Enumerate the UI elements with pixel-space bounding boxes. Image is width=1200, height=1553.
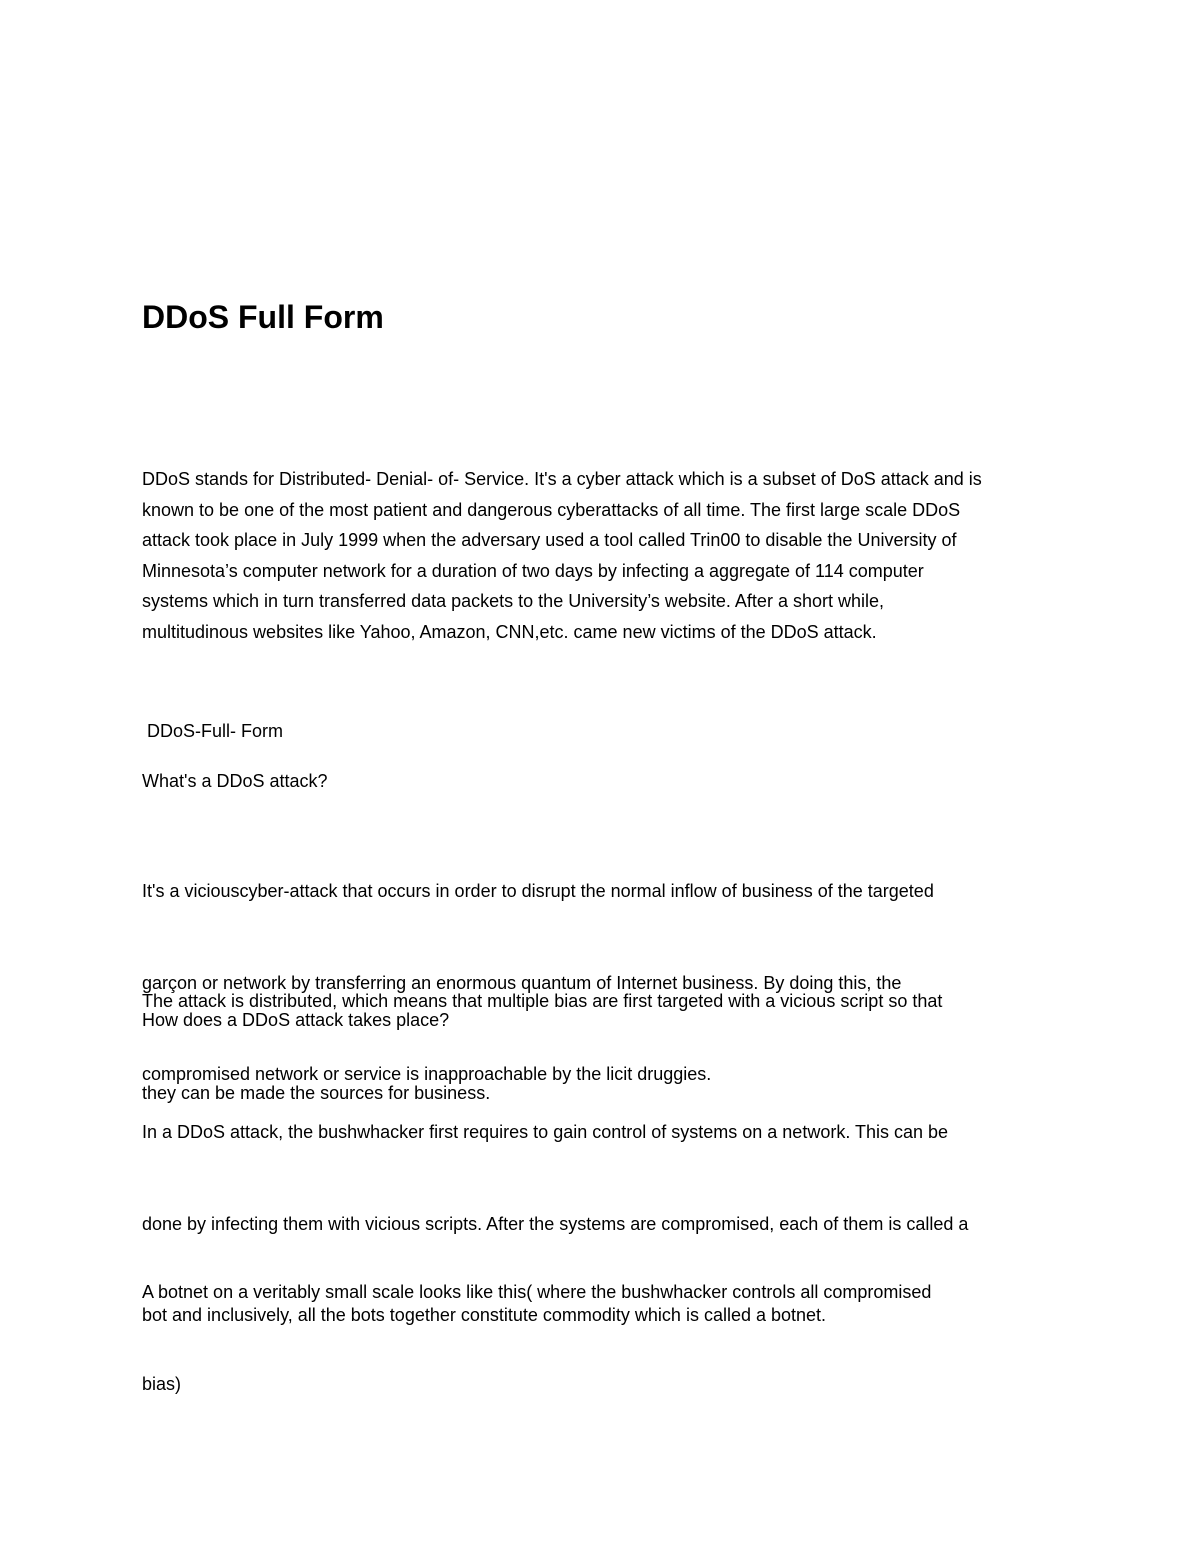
paragraph-line: bias) <box>142 1373 182 1394</box>
paragraph-line: compromised network or service is inapproachable by the licit druggies. <box>142 1064 712 1084</box>
answer-paragraph <box>142 1216 1062 1460</box>
paragraph-line: known to be one of the most patient and dangerous cyberattacks of all time. The first large scale DDoS <box>142 499 961 520</box>
paragraph-line: DDoS stands for Distributed- Denial- of- Service. It's a cyber attack which is a subset of DoS attack and is <box>142 469 982 489</box>
paragraph-line: done by infecting them with vicious scripts. After the systems are compromised, each of them is called a <box>142 1213 969 1234</box>
paragraph-line: multitudinous websites like Yahoo, Amazon, CNN,etc. came new victims of the DDoS attack. <box>142 621 877 642</box>
paragraph-line: garçon or network by transferring an enormous quantum of Internet business. By doing this, the <box>142 972 902 993</box>
paragraph-line: systems which in turn transferred data packets to the University’s website. After a short while, <box>142 591 884 611</box>
intro-paragraph <box>142 464 1062 647</box>
question-heading: How does a DDoS attack takes place? <box>142 1010 450 1030</box>
page-title: DDoS Full Form <box>142 299 384 335</box>
paragraph-line: It's a viciouscyber-attack that occurs in order to disrupt the normal inflow of business of the targeted <box>142 881 934 901</box>
paragraph-line: attack took place in July 1999 when the adversary used a tool called Trin00 to disable the University of <box>142 530 957 550</box>
image-caption: DDoS-Full- Form <box>142 721 284 741</box>
paragraph-line: The attack is distributed, which means that multiple bias are first targeted with a vicious script so that <box>142 991 943 1011</box>
paragraph-line: In a DDoS attack, the bushwhacker first requires to gain control of systems on a network. This can be <box>142 1122 949 1142</box>
paragraph-line: they can be made the sources for business. <box>142 1082 491 1103</box>
paragraph-line: Minnesota’s computer network for a duration of two days by infecting a aggregate of 114 computer <box>142 560 924 581</box>
question-heading: What's a DDoS attack? <box>142 771 328 791</box>
paragraph-line: A botnet on a veritably small scale looks like this( where the bushwhacker controls all compromised <box>142 1282 932 1302</box>
paragraph-line: bot and inclusively, all the bots together constitute commodity which is called a botnet. <box>142 1305 827 1325</box>
